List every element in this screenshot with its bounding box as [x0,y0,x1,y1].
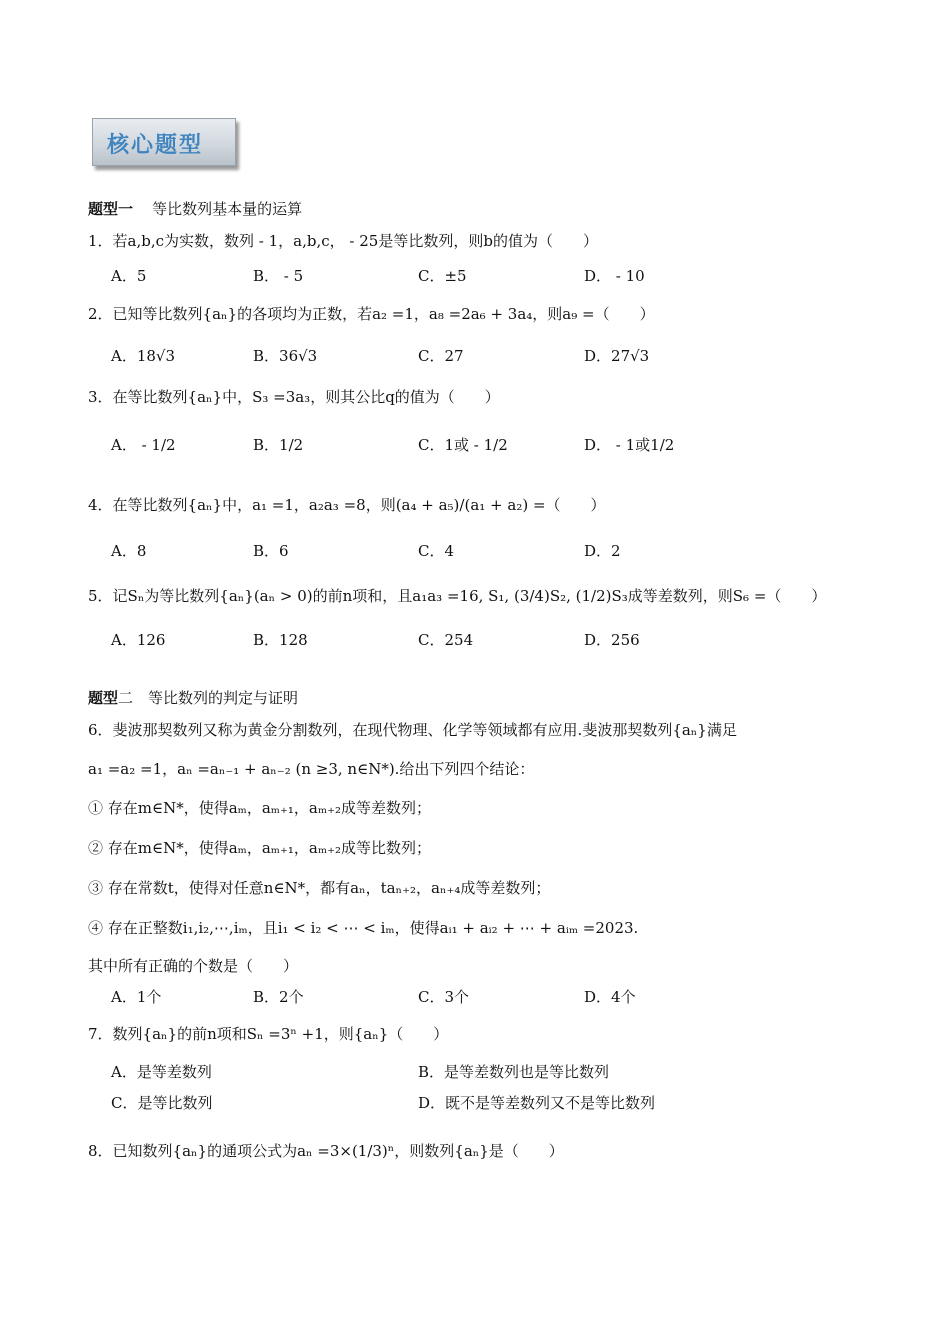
question-5: 5．记Sₙ为等比数列{aₙ}(aₙ > 0)的前n项和，且a₁a₃ =16, S₁, (3/4)S₂, (1/2)S₃成等差数列，则S₆ =（ ） [88,587,827,605]
q6-conclusion-2: ② 存在m∈N*，使得aₘ，aₘ₊₁，aₘ₊₂成等比数列； [88,839,432,857]
question-3: 3．在等比数列{aₙ}中，S₃ =3a₃，则其公比q的值为（ ） [88,388,500,406]
q7-option-d[interactable]: D．既不是等差数列又不是等比数列 [418,1094,656,1112]
q3-option-b[interactable]: B．1/2 [253,436,304,454]
section-1-title: 等比数列基本量的运算 [152,200,303,218]
q2-option-a[interactable]: A．18√3 [111,347,176,365]
question-6-line-2: a₁ =a₂ =1，aₙ =aₙ₋₁ + aₙ₋₂ (n ≥3, n∈N*).给出下列四个结论： [88,760,535,778]
q7-option-b[interactable]: B．是等差数列也是等比数列 [418,1063,610,1081]
core-question-banner [92,118,236,166]
q5-option-d[interactable]: D．256 [584,631,640,649]
q2-option-b[interactable]: B．36√3 [253,347,318,365]
question-4: 4．在等比数列{aₙ}中，a₁ =1，a₂a₃ =8，则(a₄ + a₅)/(a₁ + a₂) =（ ） [88,496,606,514]
q6-option-b[interactable]: B．2个 [253,988,304,1006]
q6-option-d[interactable]: D．4个 [584,988,636,1006]
q6-conclusion-3: ③ 存在常数t，使得对任意n∈N*，都有aₙ，taₙ₊₂，aₙ₊₄成等差数列； [88,879,551,897]
q6-option-a[interactable]: A．1个 [111,988,162,1006]
section-2-heading [88,687,298,708]
q4-option-a[interactable]: A．8 [111,542,147,560]
section-1-label: 题型一 [88,200,134,218]
q4-option-c[interactable]: C．4 [418,542,455,560]
q2-option-c[interactable]: C．27 [418,347,464,365]
q1-option-d[interactable]: D． - 10 [584,267,645,285]
q2-option-d[interactable]: D．27√3 [584,347,650,365]
question-1: 1．若a,b,c为实数，数列 - 1，a,b,c， - 25是等比数列，则b的值为（ ） [88,232,598,250]
q4-option-d[interactable]: D．2 [584,542,621,560]
q4-option-b[interactable]: B．6 [253,542,289,560]
section-2-label: 题型 [88,689,119,707]
q5-option-b[interactable]: B．128 [253,631,308,649]
question-2: 2．已知等比数列{aₙ}的各项均为正数，若a₂ =1，a₈ =2a₆ + 3a₄，则a₉ =（ ） [88,305,655,323]
q3-option-c[interactable]: C．1或 - 1/2 [418,436,508,454]
section-2-title: 二 等比数列的判定与证明 [118,689,299,707]
q7-option-c[interactable]: C．是等比数列 [111,1094,213,1112]
q6-conclusion-1: ① 存在m∈N*，使得aₘ，aₘ₊₁，aₘ₊₂成等差数列； [88,799,432,817]
q1-option-b[interactable]: B． - 5 [253,267,304,285]
q6-question: 其中所有正确的个数是（ ） [88,957,299,975]
banner-title: 核心题型 [107,133,204,158]
q5-option-c[interactable]: C．254 [418,631,474,649]
q5-option-a[interactable]: A．126 [111,631,166,649]
q7-option-a[interactable]: A．是等差数列 [111,1063,212,1081]
q3-option-d[interactable]: D． - 1或1/2 [584,436,675,454]
question-7: 7．数列{aₙ}的前n项和Sₙ =3ⁿ +1，则{aₙ}（ ） [88,1025,449,1043]
q3-option-a[interactable]: A． - 1/2 [111,436,176,454]
question-8: 8．已知数列{aₙ}的通项公式为aₙ =3×(1/3)ⁿ，则数列{aₙ}是（ ） [88,1142,564,1160]
section-1-heading [88,198,302,219]
q6-conclusion-4: ④ 存在正整数i₁,i₂,⋯,iₘ，且i₁ < i₂ < ⋯ < iₘ，使得aᵢ₁ + aᵢ₂ + ⋯ + aᵢₘ =2023. [88,919,639,937]
q6-option-c[interactable]: C．3个 [418,988,470,1006]
q1-option-c[interactable]: C．±5 [418,267,467,285]
q1-option-a[interactable]: A．5 [111,267,147,285]
question-6-line-1: 6．斐波那契数列又称为黄金分割数列，在现代物理、化学等领域都有应用.斐波那契数列{aₙ}满足 [88,721,737,739]
